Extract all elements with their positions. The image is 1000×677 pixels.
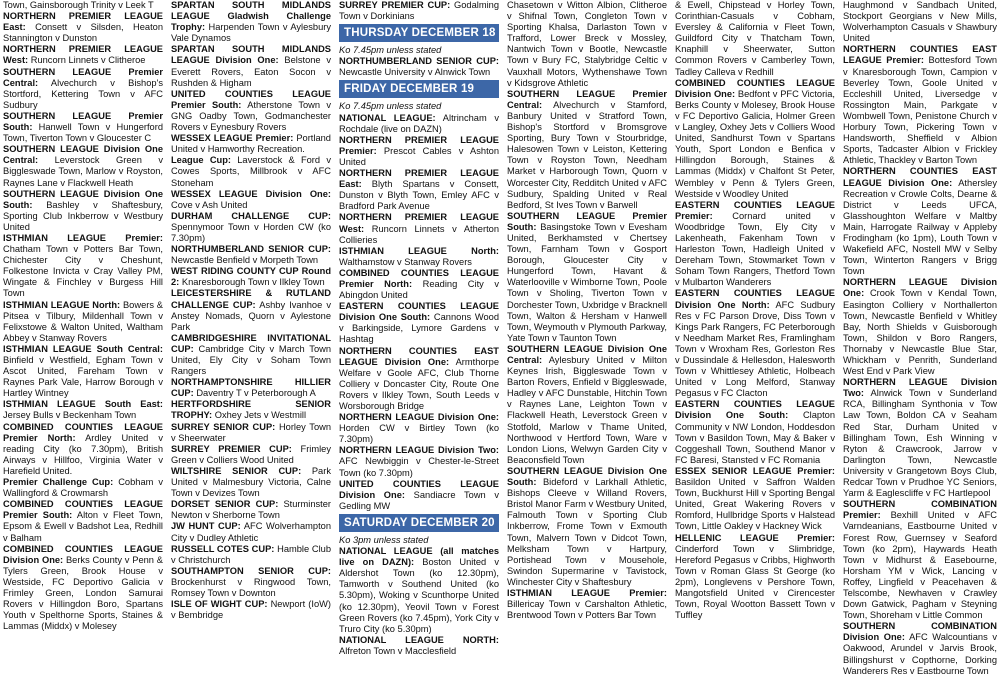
fixture-list: Knaresborough Town v Ilkley Town bbox=[181, 277, 325, 288]
fixture-entry bbox=[339, 212, 499, 245]
fixture-list: Harpenden Town v Aylesbury Vale Dynamos bbox=[171, 22, 331, 44]
fixture-entry bbox=[675, 466, 835, 533]
fixture-entry bbox=[171, 377, 331, 399]
competition-name: ISTHMIAN LEAGUE South East: bbox=[3, 399, 163, 410]
fixture-list: Runcorn Linnets v Clitheroe bbox=[30, 55, 146, 66]
fixture-list: Clapton Community v NW London, Hoddesdon Town v Basildon Town, May & Baker v Coggeshall Town, Southend Manor v FC Baresi, Stansted v FC Romania bbox=[675, 410, 835, 465]
fixture-list: Bowers & Pitsea v Tilbury, Mildenhall Town v Felixstowe & Walton United, Waltham Abbey v Stanway Rovers bbox=[3, 299, 163, 343]
competition-name: SOUTHERN LEAGUE Premier South: bbox=[3, 110, 163, 133]
fixture-entry bbox=[339, 113, 499, 135]
fixture-entry bbox=[171, 89, 331, 133]
competition-name: EASTERN COUNTIES LEAGUE Division One South: bbox=[339, 301, 499, 323]
competition-name: LEICESTERSHIRE & RUTLAND CHALLENGE CUP: bbox=[171, 288, 331, 310]
fixture-list: Sandiacre Town v Gedling MW bbox=[339, 489, 500, 511]
competition-name: UNITED COUNTIES LEAGUE Division One: bbox=[339, 478, 499, 500]
fixture-list: Atherstone Town v GNG Oadby Town, Godmanchester Rovers v Eynesbury Rovers bbox=[171, 99, 331, 133]
fixture-entry bbox=[3, 111, 163, 144]
fixture-list: Basingstoke Town v Evesham United, Berkhamsted v Chertsey Town, Farnham Town v Gosport Borough, Gloucester City v Hungerford Town, Havant & Waterlooville v Wimborne Town, Poole Town v Sholing, Tiverton Town v Dorchester Town, Uxbridge v Bracknell Town, Walton & Hersham v Hanwell Town, Weymouth v Plymouth Parkway, Yate Town v Taunton Town bbox=[507, 221, 668, 343]
fixture-list: Haughmond v Sandbach United, Stockport Georgians v New Mills, Wolverhampton Casuals v Shawbury United bbox=[843, 0, 997, 44]
fixture-list: Athersley Recreation v Crowle Colts, Dearne & District v Leeds UFCA, Glasshoughton Welfare v Maltby Main, Harrogate Railway v Appleby Frodingham (ko 1pm), Louth Town v Wakefield AFC, Nostell MW v Selby Town, Winterton Rangers v Brigg Town bbox=[843, 177, 997, 277]
fixture-list: Binfield v Westfield, Egham Town v Ascot United, Fareham Town v Raynes Park Vale, Harrow Borough v Hartley Wintney bbox=[3, 355, 163, 399]
fixture-entry bbox=[507, 89, 667, 211]
fixture-entry bbox=[339, 546, 499, 635]
competition-name: League Cup: bbox=[171, 155, 231, 166]
fixture-entry bbox=[507, 466, 667, 588]
fixture-entry bbox=[507, 0, 667, 89]
fixture-entry bbox=[171, 521, 331, 543]
competition-name: ISLE OF WIGHT CUP: bbox=[171, 599, 268, 610]
fixture-list: Boston United v Aldershot Town (ko 12.30pm), Tamworth v Southend United (ko 5.30pm), Woking v Scunthorpe United (ko 12.30pm), Yeovil Town v Forest Green Rovers (ko 7.45pm), York City v Truro City (ko 5.30pm) bbox=[339, 557, 500, 634]
fixture-entry bbox=[3, 144, 163, 188]
fixture-list: Cobham v Wallingford & Crowmarsh bbox=[3, 477, 164, 499]
competition-name: RUSSELL COTES CUP: bbox=[171, 543, 275, 554]
fixture-entry bbox=[171, 499, 331, 521]
fixture-list: Horden CW v Birtley Town (ko 7.30pm) bbox=[339, 423, 499, 445]
fixture-entry bbox=[843, 277, 997, 377]
fixture-entry bbox=[171, 599, 331, 621]
competition-name: NATIONAL LEAGUE (all matches live on DAZN): bbox=[339, 546, 499, 568]
competition-name: WILTSHIRE SENIOR CUP: bbox=[171, 465, 302, 476]
fixture-list: Bideford v Larkhall Athletic, Bishops Cleeve v Willand Rovers, Bristol Manor Farm v Westbury United, Falmouth Town v Sporting Club Inkberrow, Frome Town v Exmouth Town, Malvern Town v Didcot Town, Melksham Town v Hartpury, Portishead Town v Mousehole, Swindon Supermarine v Tavistock, Winchester City v Shaftesbury bbox=[507, 477, 667, 587]
fixture-list: Daventry T v Peterborough A bbox=[196, 388, 316, 399]
date-header: THURSDAY DECEMBER 18 bbox=[339, 24, 499, 42]
fixture-list: Cinderford Town v Slimbridge, Hereford Pegasus v Cribbs, Highworth Town v Roman Glass St George (ko 2pm), Longlevens v Pershore Town, Mangotsfield United v Cirencester Town, Royal Wootton Bassett Town v Tuffley bbox=[675, 543, 835, 621]
competition-name: SOUTHERN LEAGUE Division One Central: bbox=[507, 343, 667, 365]
fixture-entry bbox=[843, 44, 997, 166]
kickoff-note: Ko 7.45pm unless stated bbox=[339, 101, 442, 112]
competition-name: WEST RIDING COUNTY CUP Round 2: bbox=[171, 266, 331, 288]
competition-name: ESSEX SENIOR LEAGUE Premier: bbox=[675, 465, 835, 476]
fixture-list: Alton v Fleet Town, Epsom & Ewell v Badshot Lea, Redhill v Balham bbox=[3, 510, 164, 543]
competition-name: NORTHERN LEAGUE Division Two: bbox=[339, 445, 499, 456]
fixture-entry bbox=[171, 444, 331, 466]
fixture-entry bbox=[3, 67, 163, 111]
competition-name: NORTHERN COUNTIES EAST LEAGUE Division One: bbox=[843, 166, 997, 188]
fixture-list: Godalming Town v Dorkinians bbox=[339, 0, 499, 22]
competition-name: SOUTHERN COMBINATION Premier: bbox=[843, 499, 997, 521]
fixture-entry bbox=[3, 0, 163, 11]
fixture-list: Laverstock & Ford v Cowes Sports, Millbrook v AFC Stoneham bbox=[171, 155, 331, 188]
fixture-entry bbox=[3, 499, 163, 543]
fixture-entry bbox=[339, 301, 499, 345]
fixture-entry bbox=[339, 445, 499, 478]
fixture-entry bbox=[339, 635, 499, 657]
fixture-entry bbox=[339, 412, 499, 445]
fixture-list: Bexhill United v AFC Varndeanians, Eastbourne United v Forest Row, Guernsey v Seaford Town (ko 2pm), Haywards Heath Town v Midhurst & Easebourne, Horsham YM v Wick, Lancing v Roffey, Lingfield v Peacehaven & Telscombe, Newhaven v Crawley Down Gatwick, Pagham v Steyning Town, Shoreham v Little Common bbox=[843, 510, 997, 621]
fixture-list: Crook Town v Kendal Town, Easington Colliery v Northallerton Town, Newcastle Benfield v Whitley Bay, North Shields v Guisborough Town, Shildon v Boro Rangers, Thornaby v Newcastle Blue Star, Whickham v Penrith, Sunderland West End v Park View bbox=[843, 288, 997, 377]
competition-name: SPARTAN SOUTH MIDLANDS LEAGUE Gladwish Challenge Trophy: bbox=[171, 0, 331, 33]
competition-name: COMBINED COUNTIES LEAGUE Premier North: bbox=[339, 267, 499, 289]
fixture-list: Hamble Club v Christchurch bbox=[171, 543, 331, 565]
fixture-list: Spennymoor Town v Horden CW (ko 7.30pm) bbox=[171, 221, 331, 243]
competition-name: COMBINED COUNTIES LEAGUE Division One: bbox=[675, 77, 835, 99]
competition-name: SOUTHAMPTON SENIOR CUP: bbox=[171, 565, 331, 576]
competition-name: NORTHERN COUNTIES EAST LEAGUE Premier: bbox=[843, 44, 997, 66]
competition-name: NORTHERN PREMIER LEAGUE Premier: bbox=[339, 134, 499, 156]
fixture-entry bbox=[171, 422, 331, 444]
competition-name: WESSEX LEAGUE Division One: bbox=[171, 188, 331, 199]
fixture-list: Basildon United v Saffron Walden Town, Buckhurst Hill v Sporting Bengal United, Great Wakering Rovers v Romford, Hullbridge Sports v Halstead Town, Little Oakley v Hackney Wick bbox=[675, 477, 835, 532]
fixture-list: AFC Wolverhampton City v Dudley Athletic bbox=[171, 521, 331, 543]
column-6 bbox=[843, 0, 997, 676]
competition-name: EASTERN COUNTIES LEAGUE Division One South: bbox=[675, 399, 835, 421]
fixture-entry bbox=[507, 211, 667, 344]
fixture-list: Leverstock Green v Biggleswade Town, Marlow v Royston, Raynes Lane v Flackwell Heath bbox=[3, 155, 163, 188]
competition-name: NORTHERN PREMIER LEAGUE East: bbox=[339, 168, 499, 190]
fixture-list: Alfreton Town v Macclesfield bbox=[339, 645, 457, 656]
fixture-entry bbox=[171, 399, 331, 421]
competition-name: ISTHMIAN LEAGUE North: bbox=[3, 299, 121, 310]
competition-name: EASTERN COUNTIES LEAGUE Premier: bbox=[675, 199, 835, 221]
competition-name: SURREY SENIOR CUP: bbox=[171, 421, 276, 432]
fixture-list: Park United v Malmesbury Victoria, Calne Town v Devizes Town bbox=[171, 465, 331, 499]
fixture-list: Oxhey Jets v Westmill bbox=[214, 410, 307, 421]
competition-name: DURHAM CHALLENGE CUP: bbox=[171, 210, 331, 221]
competition-name: NATIONAL LEAGUE NORTH: bbox=[339, 634, 499, 645]
fixture-entry bbox=[507, 344, 667, 466]
fixture-entry bbox=[339, 56, 499, 78]
competition-name: ISTHMIAN LEAGUE Premier: bbox=[507, 587, 667, 598]
fixture-list: Berks County v Penn & Tylers Green, Brook House v Westside, FC Deportivo Galicia v Frimley Green, London Samurai Rovers v Hillingdon Boro, Spartans Youth v Spelthorne Sports, Staines & Lammas (Middx) v Molesey bbox=[3, 554, 163, 632]
fixture-list: Bedfont v PFC Victoria, Berks County v Molesey, Brook House v FC Deportivo Galicia, Holmer Green v Langley, Oxhey Jets v Colliers Wood United, Sandhurst Town v Spartans Youth, Sport London e Benfica v Hillingdon Borough, Staines & Lammas (Middx) v Chalfont St Peter, Wembley v Penn & Tylers Green, Westside v Woodley United bbox=[675, 88, 835, 199]
fixture-entry bbox=[171, 266, 331, 288]
competition-name: NORTHUMBERLAND SENIOR CUP: bbox=[171, 244, 331, 255]
competition-name: SOUTHERN LEAGUE Premier Central: bbox=[507, 88, 667, 110]
fixture-entry bbox=[339, 346, 499, 413]
competition-name: COMBINED COUNTIES LEAGUE Premier North: bbox=[3, 421, 163, 443]
fixture-entry bbox=[171, 44, 331, 88]
fixture-list: Belstone v Everett Rovers, Eaton Socon v Rushden & Higham bbox=[171, 55, 332, 88]
fixture-entry bbox=[3, 477, 163, 499]
fixture-entry bbox=[3, 189, 163, 233]
fixture-list: AFC Sudbury Res v FC Parson Drove, Diss Town v Kings Park Rangers, FC Peterborough v Needham Market Res, Framlingham Town v Wroxham Res, Gorleston Res v Dussindale & Hellesdon, Halesworth Town v Whittlesey Athletic, Holbeach United v Long Melford, Stanway Pegasus v FC Clacton bbox=[675, 299, 835, 399]
fixture-list: Newcastle Benfield v Morpeth Town bbox=[171, 255, 319, 266]
competition-name: ISTHMIAN LEAGUE North: bbox=[339, 245, 499, 256]
fixture-list: Runcorn Linnets v Atherton Collieries bbox=[339, 223, 499, 245]
fixture-list: Alvechurch v Stamford, Banbury United v Stratford Town, Bishop's Stortford v Bromsgrove Sporting, Bury Town v Stourbridge, Halesowen Town v Leiston, Kettering Town v Royston Town, Needham Market v Harborough Town, Quorn v Worcester City, Redditch United v AFC Sudbury, Spalding United v Real Bedford, St Ives Town v Barwell bbox=[507, 99, 667, 210]
fixture-list: Town, Gainsborough Trinity v Leek T bbox=[3, 0, 154, 10]
fixture-entry bbox=[171, 288, 331, 332]
fixture-list: Prescot Cables v Ashton United bbox=[339, 145, 499, 167]
fixture-list: Ardley United v reading City (ko 7.30pm), British Airways v Hillfoo, Virginia Water v Harefield United. bbox=[3, 432, 163, 476]
fixture-list: Cornard united v Woodbridge Town, Ely City v Lakenheath, Fakenham Town v Harleston Town, Hadleigh United v Dereham Town, Stowmarket Town v Soham Town Rangers, Thetford Town v Mulbarton Wanderers bbox=[675, 210, 835, 288]
competition-name: NORTHERN PREMIER LEAGUE West: bbox=[3, 44, 163, 66]
fixture-list: Bashley v Shaftesbury, Sporting Club Inkberrow v Westbury United bbox=[3, 199, 163, 232]
competition-name: ISTHMIAN LEAGUE Premier: bbox=[3, 232, 163, 243]
competition-name: NORTHERN LEAGUE Division One: bbox=[843, 277, 997, 299]
fixture-entry bbox=[171, 544, 331, 566]
fixture-list: Newcastle University v Alnwick Town bbox=[339, 67, 491, 78]
fixture-entry bbox=[843, 377, 997, 499]
fixture-list: Frimley Green v Colliers Wood United bbox=[171, 443, 331, 465]
fixture-list: AFC Newbiggin v Chester-le-Street Town (ko 7.30pm) bbox=[339, 456, 499, 478]
fixture-entry bbox=[843, 0, 997, 44]
column-4 bbox=[507, 0, 668, 621]
competition-name: SOUTHERN LEAGUE Division One South: bbox=[507, 465, 667, 488]
fixture-entry bbox=[339, 268, 499, 301]
competition-name: SURREY PREMIER CUP: bbox=[339, 0, 451, 10]
competition-name: SOUTHERN LEAGUE Division One Central: bbox=[3, 144, 163, 166]
fixture-entry bbox=[171, 155, 331, 188]
competition-name: Premier Challenge Cup: bbox=[3, 477, 114, 488]
fixture-entry bbox=[171, 211, 331, 244]
fixture-list: Chasetown v Witton Albion, Clitheroe v Shifnal Town, Congleton Town v Sporting Khalsa, Darlaston Town v Trafford, Lower Breck v Mossley, Nantwich Town v Bootle, Newcastle Town v Bury FC, Stalybridge Celtic v Vauxhall Motors, Wythenshawe Town v Kidsgrove Athletic bbox=[507, 0, 667, 88]
fixture-entry bbox=[3, 344, 163, 399]
competition-name: NATIONAL LEAGUE: bbox=[339, 112, 436, 123]
kickoff-note: Ko 3pm unless stated bbox=[339, 534, 429, 545]
fixture-entry bbox=[171, 466, 331, 499]
competition-name: NORTHERN PREMIER LEAGUE East: bbox=[3, 11, 163, 33]
fixture-entry bbox=[339, 135, 499, 168]
fixture-entry bbox=[339, 479, 499, 512]
fixture-entry bbox=[3, 544, 163, 633]
column-5 bbox=[675, 0, 835, 621]
fixture-entry bbox=[843, 499, 997, 621]
competition-name: SOUTHERN LEAGUE Premier South: bbox=[507, 210, 667, 232]
fixture-list: Cove v Ash United bbox=[171, 199, 248, 210]
fixture-list: Altrincham v Rochdale (live on DAZN) bbox=[339, 112, 500, 134]
fixture-entry bbox=[3, 300, 163, 344]
fixture-entry bbox=[171, 566, 331, 599]
fixture-list: Blyth Spartans v Consett, Dunston v Blyth Town, Emley AFC v Bradford Park Avenue bbox=[339, 179, 499, 212]
competition-name: EASTERN COUNTIES LEAGUE Division One North: bbox=[675, 288, 835, 310]
fixture-list: Armthorpe Welfare v Goole AFC, Club Thorne Colliery v Doncaster City, Route One Rovers v Ilkley Town, South Leeds v Worsborough Bridge bbox=[339, 356, 499, 411]
competition-name: NORTHAMPTONSHIRE HILLIER CUP: bbox=[171, 377, 331, 399]
competition-name: ISTHMIAN LEAGUE South Central: bbox=[3, 343, 163, 354]
fixture-list: Newport (IoW) v Bembridge bbox=[171, 599, 332, 621]
fixture-entry bbox=[171, 189, 331, 211]
fixture-list: AFC Walcountians v Oakwood, Arundel v Jarvis Brook, Billingshurst v Copthorne, Dorking Wanderers Res v Eastbourne Town bbox=[843, 632, 997, 676]
date-header: FRIDAY DECEMBER 19 bbox=[339, 80, 499, 98]
fixture-entry bbox=[171, 244, 331, 266]
fixture-entry bbox=[843, 166, 997, 277]
competition-name: NORTHERN COUNTIES EAST LEAGUE Division One: bbox=[339, 345, 499, 367]
competition-name: CAMBRIDGESHIRE INVITATIONAL CUP: bbox=[171, 332, 331, 354]
fixture-entry bbox=[171, 333, 331, 377]
fixture-list: Cambridge City v March Town United, Ely City v Soham Town Rangers bbox=[171, 343, 332, 377]
fixture-list: Consett v Silsden, Heaton Stannington v Dunston bbox=[3, 22, 163, 44]
competition-name: HERTFORDSHIRE SENIOR TROPHY: bbox=[171, 399, 331, 421]
fixture-entry bbox=[675, 533, 835, 622]
competition-name: NORTHERN PREMIER LEAGUE West: bbox=[339, 212, 499, 234]
fixture-entry bbox=[843, 621, 997, 676]
competition-name: WESSEX LEAGUE Premier: bbox=[171, 133, 294, 144]
competition-name: SPARTAN SOUTH MIDLANDS LEAGUE Division One: bbox=[171, 44, 331, 66]
column-1 bbox=[3, 0, 164, 632]
competition-name: UNITED COUNTIES LEAGUE Premier South: bbox=[171, 88, 331, 110]
fixture-entry bbox=[3, 44, 163, 66]
fixture-entry bbox=[3, 399, 163, 421]
fixture-list: Brockenhurst v Ringwood Town, Romsey Town v Downton bbox=[171, 576, 331, 598]
competition-name: NORTHUMBERLAND SENIOR CUP: bbox=[339, 56, 499, 67]
competition-name: COMBINED COUNTIES LEAGUE Division One: bbox=[3, 543, 163, 565]
fixture-list: Aylesbury United v Milton Keynes Irish, Biggleswade Town v Barton Rovers, Enfield v Biggleswade, Hadley v AFC Dunstable, Hitchin Town v Raynes Lane, Leighton Town v Flackwell Heath, Leverstock Green v Stotfold, Marlow v Thame United, Northwood v Hertford Town, Ware v London Lions, Welwyn Garden City v Beaconsfield Town bbox=[507, 355, 667, 465]
fixture-entry bbox=[339, 0, 499, 22]
fixture-entry bbox=[171, 0, 331, 44]
competition-name: JW HUNT CUP: bbox=[171, 521, 241, 532]
fixture-list: Alnwick Town v Sunderland RCA, Billingham Synthonia v Tow Law Town, Boldon CA v Seaham Red Star, Durham United v Billingham Town, Esh Winning v Ryton & Crawcrook, Jarrow v Darlington Town, Newcastle University v Grangetown Boys Club, Redcar Town v Prudhoe YC Seniors, Yarm & Eaglescliffe v FC Hartlepool bbox=[843, 388, 997, 499]
fixture-list: Cannons Wood v Barkingside, Lymore Gardens v Hashtag bbox=[339, 312, 499, 345]
competition-name: COMBINED COUNTIES LEAGUE Premier South: bbox=[3, 499, 163, 521]
competition-name: SOUTHERN COMBINATION Division One: bbox=[843, 621, 997, 643]
fixture-entry bbox=[675, 78, 835, 200]
fixture-list: Bottesford Town v Knaresborough Town, Campion v Beverley Town, Goole United v Eccleshill United, Liversedge v Rossington Main, Parkgate v Wombwell Town, Penistone Church v Horbury Town, Pickering Town v Handsworth, Sheffield v Albion Sports, Tadcaster Albion v Frickley Athletic, Thackley v Barton Town bbox=[843, 55, 997, 166]
fixture-entry bbox=[3, 11, 163, 44]
fixture-list: & Ewell, Chipstead v Horley Town, Corinthian-Casuals v Cobham, Eversley & California v Fleet Town, Guildford City v Thatcham Town, Knaphill v Sheerwater, Sutton Common Rovers v Camberley Town, Tadley Calleva v Redhill bbox=[675, 0, 835, 77]
column-2 bbox=[171, 0, 332, 621]
competition-name: SOUTHERN LEAGUE Premier Central: bbox=[3, 66, 163, 88]
date-header: SATURDAY DECEMBER 20 bbox=[339, 514, 499, 532]
fixture-entry bbox=[171, 133, 331, 155]
fixture-list: Billericay Town v Carshalton Athletic, Brentwood Town v Potters Bar Town bbox=[507, 599, 667, 621]
kickoff-note: Ko 7.45pm unless stated bbox=[339, 45, 442, 56]
competition-name: NORTHERN LEAGUE Division Two: bbox=[843, 377, 997, 399]
fixture-list: Horley Town v Sheerwater bbox=[171, 421, 331, 443]
competition-name: HELLENIC LEAGUE Premier: bbox=[675, 532, 835, 543]
fixture-list: Alvechurch v Bishop's Stortford, Kettering Town v AFC Sudbury bbox=[3, 77, 163, 110]
competition-name: SURREY PREMIER CUP: bbox=[171, 443, 292, 454]
column-3 bbox=[339, 0, 500, 656]
competition-name: NORTHERN LEAGUE Division One: bbox=[339, 412, 499, 423]
fixture-entry bbox=[675, 200, 835, 289]
competition-name: SOUTHERN LEAGUE Division One South: bbox=[3, 188, 163, 210]
fixture-list: Sturminster Newton v Sherborne Town bbox=[171, 499, 331, 521]
fixture-list: Chatham Town v Potters Bar Town, Chichester City v Cheshunt, Folkestone Invicta v Cray Valley PM, Wingate & Finchley v Burgess Hill Town bbox=[3, 244, 163, 299]
fixture-list: Walthamstow v Stanway Rovers bbox=[339, 256, 472, 267]
fixture-entry bbox=[507, 588, 667, 621]
fixture-entry bbox=[3, 233, 163, 300]
competition-name: DORSET SENIOR CUP: bbox=[171, 499, 279, 510]
fixture-list: Hanwell Town v Hungerford Town, Tiverton Town v Gloucester C bbox=[3, 122, 163, 144]
fixture-entry bbox=[339, 246, 499, 268]
fixture-list: Jersey Bulls v Beckenham Town bbox=[3, 410, 137, 421]
fixture-entry bbox=[675, 399, 835, 466]
fixture-list: Portland United v Hamworthy Recreation. bbox=[171, 133, 331, 155]
fixture-entry bbox=[3, 422, 163, 477]
fixture-entry bbox=[339, 168, 499, 212]
fixture-entry bbox=[675, 0, 835, 78]
fixture-list: Ashby Ivanhoe v Anstey Nomads, Quorn v Aylestone Park bbox=[171, 299, 331, 332]
fixture-list: Reading City v Abingdon United bbox=[339, 278, 499, 301]
fixture-entry bbox=[675, 288, 835, 399]
